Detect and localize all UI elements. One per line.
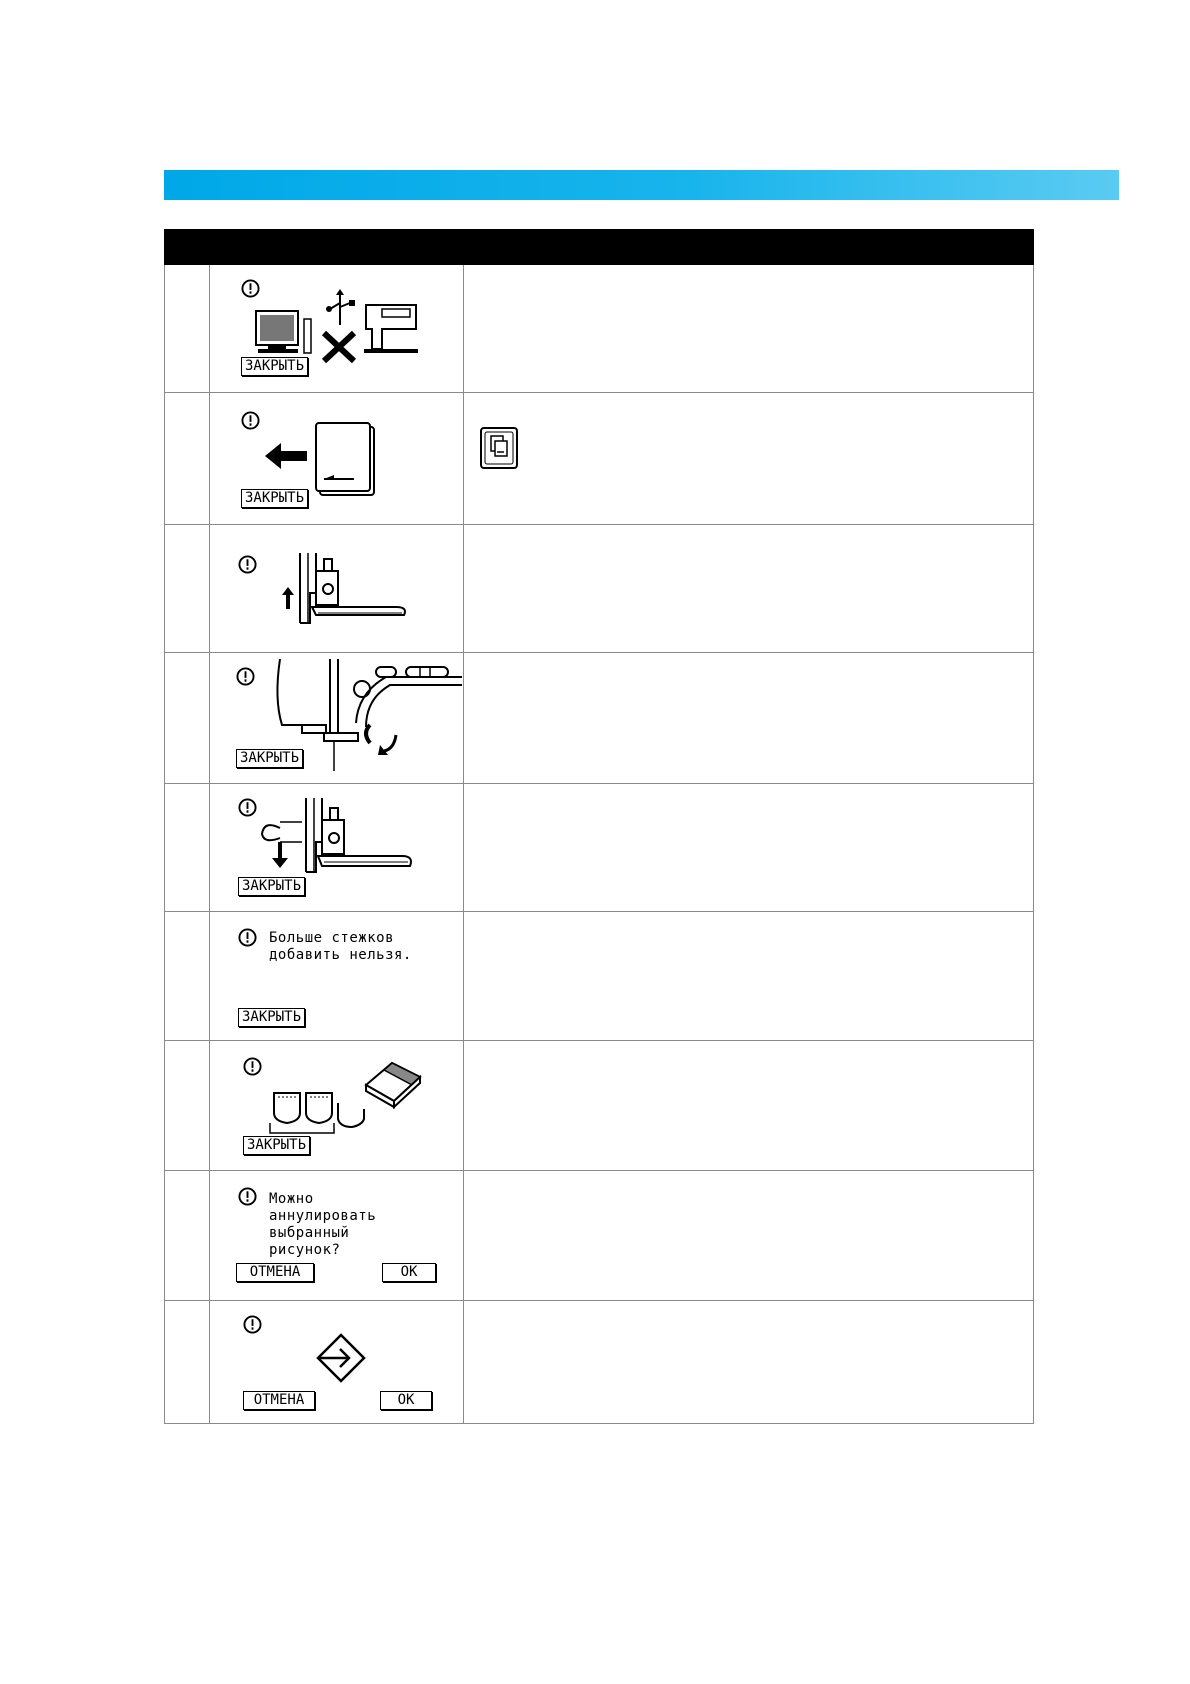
description-cell [464,1301,1034,1424]
table-row [165,393,1034,525]
display-cell [210,1171,464,1301]
exclamation-icon [243,1057,262,1076]
exclamation-icon [238,928,257,947]
table-row [165,1301,1034,1424]
column-header-number [165,230,210,265]
table-row [165,265,1034,393]
row-number-cell [165,1171,210,1301]
exclamation-icon [243,1315,262,1334]
ok-button[interactable]: OK [382,1263,436,1282]
error-message-table [164,229,1034,1424]
display-cell [210,393,464,525]
table-row [165,784,1034,912]
arrow-left-icon [265,441,309,471]
display-cell [210,1041,464,1171]
description-cell [464,653,1034,784]
table-row [165,1171,1034,1301]
pocket-icon [270,1089,376,1135]
import-arrow-icon [316,1333,366,1383]
card-icon [314,423,376,497]
description-cell [464,1171,1034,1301]
row-number-cell [165,912,210,1041]
lcd-message-line: рисунок? [269,1242,341,1258]
eraser-icon [362,1059,424,1109]
copy-icon[interactable] [480,427,518,469]
exclamation-icon [241,411,260,430]
exclamation-icon [241,279,260,298]
sewing-machine-icon [362,301,420,355]
display-cell [210,912,464,1041]
row-number-cell [165,525,210,653]
close-button[interactable]: ЗАКРЫТЬ [241,357,308,376]
display-cell [210,265,464,393]
close-button[interactable]: ЗАКРЫТЬ [238,877,305,896]
ok-button[interactable]: OK [380,1391,432,1410]
exclamation-icon [238,555,257,574]
display-cell [210,784,464,912]
column-header-display [210,230,464,265]
table-header-row [165,230,1034,265]
table-row [165,912,1034,1041]
row-number-cell [165,265,210,393]
lcd-message-line: выбранный [269,1225,350,1241]
display-cell [210,525,464,653]
exclamation-icon [238,1187,257,1206]
lcd-message-line: Больше стежков [269,930,395,946]
table-row [165,525,1034,653]
row-number-cell [165,784,210,912]
display-cell [210,1301,464,1424]
presser-foot-down-icon [250,798,420,878]
row-number-cell [165,653,210,784]
description-cell [464,784,1034,912]
description-cell [464,1041,1034,1171]
presser-foot-up-icon [276,553,426,629]
close-button[interactable]: ЗАКРЫТЬ [243,1136,310,1155]
section-header-bar [164,170,1119,200]
lcd-message-line: добавить нельзя. [269,947,412,963]
usb-icon [316,289,366,361]
lcd-message-line: аннулировать [269,1208,377,1224]
cancel-button[interactable]: ОТМЕНА [236,1263,314,1282]
lcd-message-line: Можно [269,1191,314,1207]
row-number-cell [165,1041,210,1171]
table-row [165,653,1034,784]
row-number-cell [165,393,210,525]
table-row [165,1041,1034,1171]
cancel-button[interactable]: ОТМЕНА [243,1391,315,1410]
column-header-description [464,230,1034,265]
row-number-cell [165,1301,210,1424]
description-cell [464,912,1034,1041]
close-button[interactable]: ЗАКРЫТЬ [238,1008,305,1027]
description-cell [464,393,1034,525]
description-cell [464,525,1034,653]
description-cell [464,265,1034,393]
close-button[interactable]: ЗАКРЫТЬ [236,749,303,768]
display-cell [210,653,464,784]
close-button[interactable]: ЗАКРЫТЬ [241,489,308,508]
exclamation-icon [236,667,255,686]
